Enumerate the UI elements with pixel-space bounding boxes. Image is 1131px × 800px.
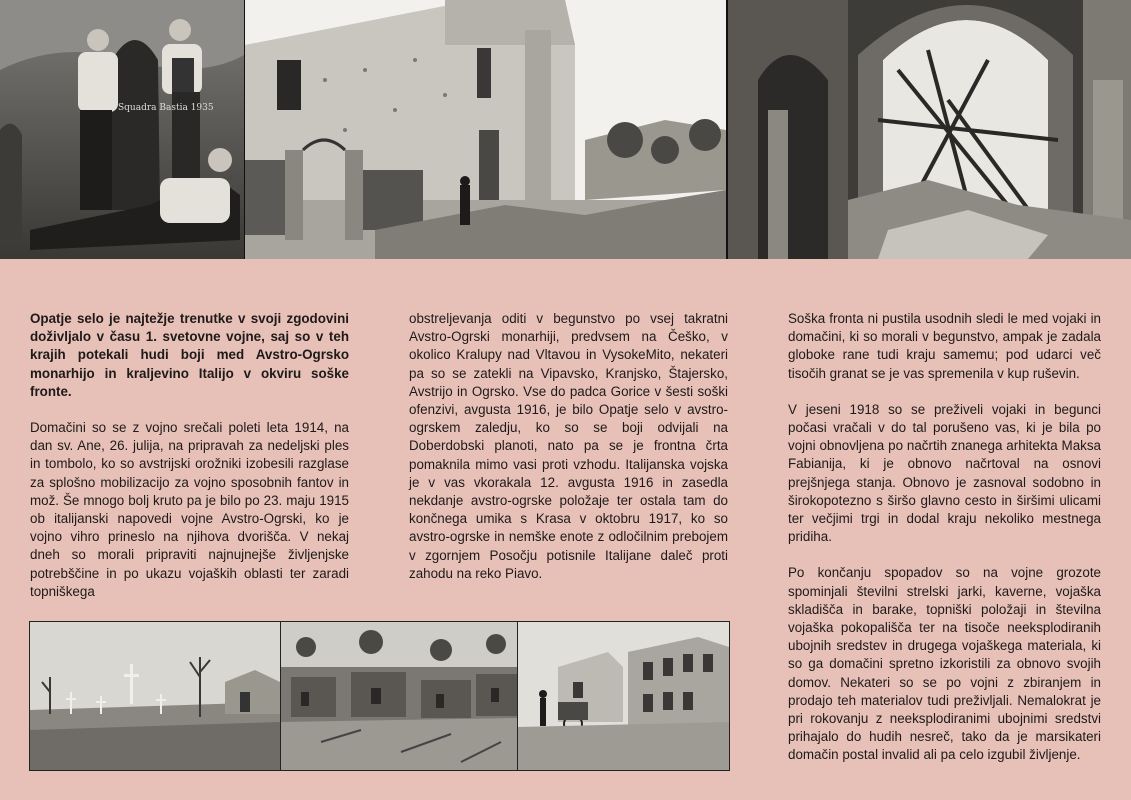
bottom-photo-strip	[29, 621, 730, 771]
ruined-interior-photo	[728, 0, 1131, 259]
text-column-3	[788, 310, 1101, 783]
soldiers-portrait-photo	[0, 0, 244, 259]
top-photo-strip	[0, 0, 1131, 259]
ruined-street-photo	[518, 622, 729, 770]
text-column-2	[409, 310, 728, 601]
destroyed-houses-photo	[281, 622, 517, 770]
lead-paragraph: Opatje selo je najtežje trenutke v svoji zgodovini doživljalo v času 1. svetovne vojne, saj so v teh krajih potekali hudi boji med Avstro-Ogrsko monarhijo in kraljevino Italijo v okviru soške fronte.	[30, 311, 349, 399]
damaged-church-photo	[245, 0, 726, 259]
text-column-1	[30, 310, 349, 619]
paragraph: obstreljevanja oditi v begunstvo po vsej takratni Avstro-Ogrski monarhiji, predvsem na Češko, v okolico Kralupy nad Vltavou in VysokeMito, nekateri pa so se zatekli na Vipavsko, Kranjsko, Štajersko, Avstrijo in Ogrsko. Vse do padca Gorice v šesti soški ofenzivi, avgusta 1916, je bilo Opatje selo v avstro-ogrskem zaledju, ko so se boji odvijali na Doberdobski planoti, nato pa se je frontna črta pomaknila mimo vasi proti vzhodu. Italijanska vojska je v vas vkorakala 12. avgusta 1916 in zasedla nekdanje avstro-ogrske položaje ter ostala tam do končnega umika s Krasa v oktobru 1917, ko so avstro-ogrske in nemške enote z odločilnim prebojem v zgornjem Posočju potisnile Italijane daleč proti zahodu na reko Piavo.	[409, 311, 728, 581]
paragraph: Po končanju spopadov so na vojne grozote spominjali številni strelski jarki, kaverne, vojaška skladišča in barake, topniški položaji in številna vojaška pokopališča ter na tisoče neeksplodiranih ubojnih sredstev in drugega vojaškega materiala, ki so ga domačini spretno izkoristili za obnovo svojih domov. Nekateri so se po vojni z zbiranjem in prodajo teh materialov tudi preživljali. Nemalokrat je pri rokovanju z neeksplodiranimi ubojnimi sredstvi prihajalo do hudih nesreč, tako da je marsikateri domačin postal invalid ali pa celo izgubil življenje.	[788, 565, 1101, 763]
paragraph: Domačini so se z vojno srečali poleti leta 1914, na dan sv. Ane, 26. julija, na pripravah za nedeljski ples in tombolo, ko so avstrijski orožniki izobesili razglase za splošno mobilizacijo za vojno sposobnih fantov in mož. Še mnogo bolj kruto pa je bilo po 23. maju 1915 ob italijanski napovedi vojne Avstro-Ogrski, ko je vojno vihro prineslo na njihova dvorišča. V nekaj dneh so morali pripraviti najnujnejše življenjske potrebščine in po ukazu vojaških oblasti ter zaradi topniškega	[30, 420, 349, 599]
shell-inscription: Squadra Bastia 1935	[118, 103, 214, 113]
paragraph: V jeseni 1918 so se preživeli vojaki in begunci počasi vračali v do tal porušeno vas, ki je bila po vojni obnovljena po načrtih znanega arhitekta Maksa Fabianija, ki je obnovo načrtoval na osnovi prejšnjega stanja. Obnovo je zasnoval sodobno in širokopotezno s širšo glavno cesto in širšimi ulicami ter večjimi trgi in dodal kraju nekoliko mestnega pridiha.	[788, 401, 1101, 545]
cemetery-photo	[30, 622, 280, 770]
paragraph: Soška fronta ni pustila usodnih sledi le med vojaki in domačini, ki so morali v begunstvo, ampak je zadala globoke rane tudi kraju samemu; pod udarci več tisočih granat se je vas spremenila v kup ruševin.	[788, 311, 1101, 381]
